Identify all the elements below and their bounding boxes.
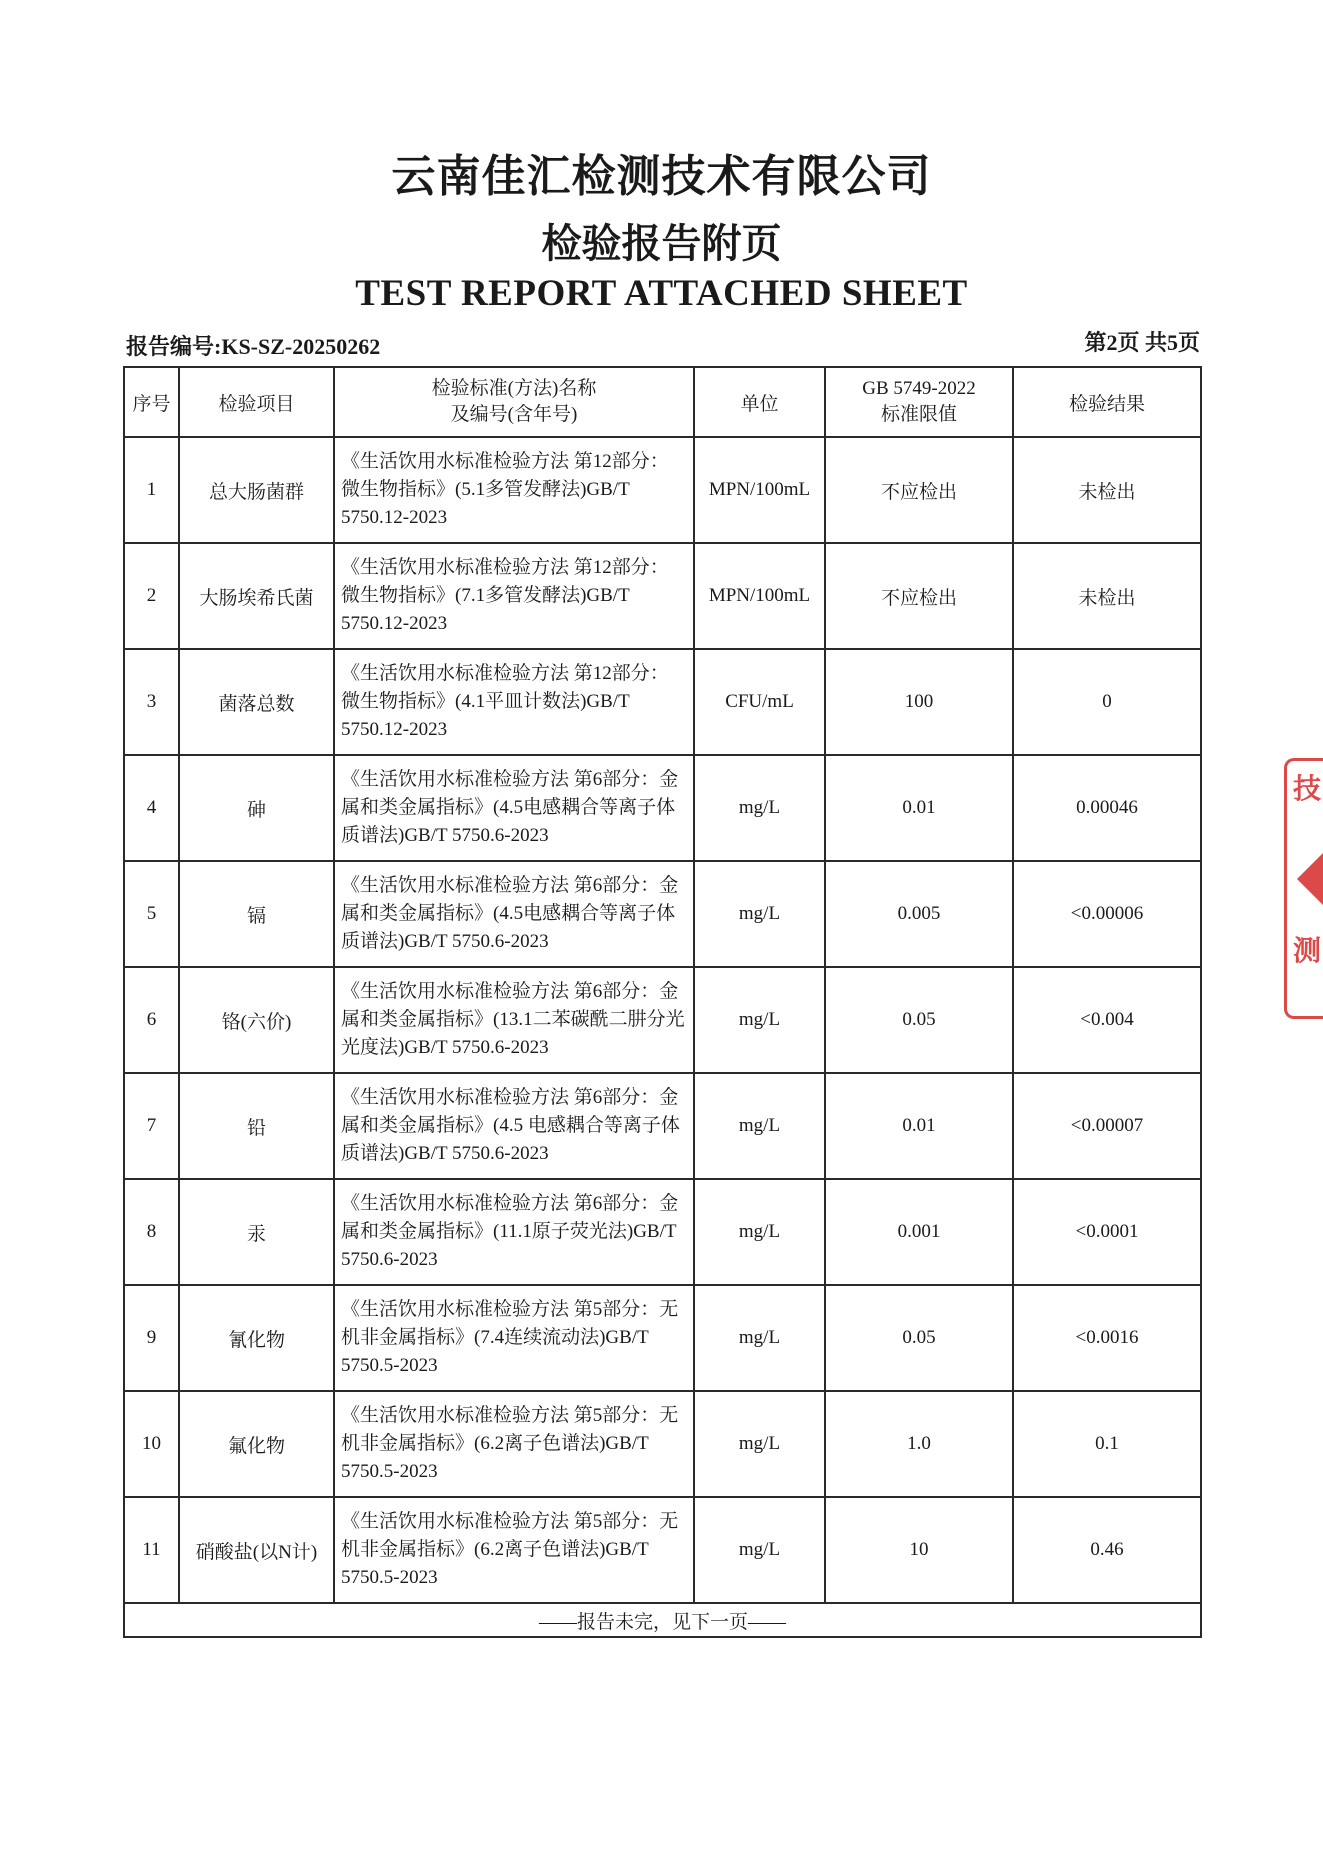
header-limit-line2: 标准限值 [880,404,957,425]
cell-seq: 2 [124,543,179,649]
cell-limit: 不应检出 [825,543,1013,649]
cell-unit: mg/L [694,1391,825,1497]
stamp-star-icon [1297,853,1323,905]
header-method [334,367,694,437]
cell-method: 《生活饮用水标准检验方法 第6部分：金属和类金属指标》(4.5电感耦合等离子体质谱法)GB/T 5750.6-2023 [334,861,694,967]
page-indicator: 第2页 共5页 [1084,330,1200,355]
stamp-char-top: 技 [1293,772,1322,805]
cell-method: 《生活饮用水标准检验方法 第6部分：金属和类金属指标》(13.1二苯碳酰二肼分光光度法)GB/T 5750.6-2023 [334,967,694,1073]
cell-unit: mg/L [694,1497,825,1603]
cell-seq: 7 [124,1073,179,1179]
cell-method: 《生活饮用水标准检验方法 第6部分：金属和类金属指标》(4.5 电感耦合等离子体质谱法)GB/T 5750.6-2023 [334,1073,694,1179]
cell-unit: mg/L [694,1179,825,1285]
cell-item: 硝酸盐(以N计) [179,1497,334,1603]
cell-item: 氟化物 [179,1391,334,1497]
cell-result: <0.0016 [1013,1285,1201,1391]
cell-result: 未检出 [1013,543,1201,649]
header-item: 检验项目 [179,367,334,437]
cell-seq: 1 [124,437,179,543]
cell-item: 总大肠菌群 [179,437,334,543]
table-row [124,649,1201,755]
cell-result: 未检出 [1013,437,1201,543]
table-row [124,755,1201,861]
header-unit: 单位 [694,367,825,437]
cell-unit: mg/L [694,1285,825,1391]
cell-limit: 100 [825,649,1013,755]
cell-limit: 10 [825,1497,1013,1603]
seal-stamp [1284,758,1323,1019]
table-row [124,1285,1201,1391]
cell-item: 镉 [179,861,334,967]
header-result: 检验结果 [1013,367,1201,437]
header-limit [825,367,1013,437]
cell-method: 《生活饮用水标准检验方法 第12部分：微生物指标》(5.1多管发酵法)GB/T 5750.12-2023 [334,437,694,543]
cell-unit: mg/L [694,967,825,1073]
cell-limit: 0.005 [825,861,1013,967]
cell-item: 大肠埃希氏菌 [179,543,334,649]
cell-seq: 10 [124,1391,179,1497]
header-limit-line1: GB 5749-2022 [862,378,976,399]
cell-seq: 9 [124,1285,179,1391]
cell-result: 0.1 [1013,1391,1201,1497]
cell-method: 《生活饮用水标准检验方法 第5部分：无机非金属指标》(7.4连续流动法)GB/T 5750.5-2023 [334,1285,694,1391]
page-title-english: TEST REPORT ATTACHED SHEET [355,273,968,314]
cell-item: 铬(六价) [179,967,334,1073]
table-header-row [124,367,1201,437]
cell-seq: 11 [124,1497,179,1603]
table-row [124,1391,1201,1497]
cell-seq: 4 [124,755,179,861]
cell-result: <0.0001 [1013,1179,1201,1285]
cell-unit: mg/L [694,861,825,967]
stamp-char-bottom: 测 [1293,934,1322,967]
page-title: 检验报告附页 [541,221,782,267]
cell-seq: 8 [124,1179,179,1285]
cell-item: 铅 [179,1073,334,1179]
cell-item: 砷 [179,755,334,861]
cell-result: <0.004 [1013,967,1201,1073]
header-seq: 序号 [124,367,179,437]
table-row [124,861,1201,967]
table-row [124,967,1201,1073]
cell-unit: CFU/mL [694,649,825,755]
report-number: 报告编号:KS-SZ-20250262 [126,334,381,359]
table-row [124,543,1201,649]
cell-limit: 0.001 [825,1179,1013,1285]
cell-seq: 5 [124,861,179,967]
header-method-line2: 及编号(含年号) [450,404,578,425]
cell-limit: 0.05 [825,967,1013,1073]
cell-limit: 0.01 [825,755,1013,861]
cell-item: 汞 [179,1179,334,1285]
company-name: 云南佳汇检测技术有限公司 [391,151,932,202]
cell-limit: 0.01 [825,1073,1013,1179]
cell-method: 《生活饮用水标准检验方法 第12部分：微生物指标》(7.1多管发酵法)GB/T 5750.12-2023 [334,543,694,649]
continuation-note: ——报告未完，见下一页—— [124,1603,1201,1637]
cell-unit: MPN/100mL [694,437,825,543]
cell-result: 0 [1013,649,1201,755]
cell-unit: mg/L [694,755,825,861]
cell-limit: 1.0 [825,1391,1013,1497]
cell-seq: 3 [124,649,179,755]
cell-method: 《生活饮用水标准检验方法 第5部分：无机非金属指标》(6.2离子色谱法)GB/T 5750.5-2023 [334,1497,694,1603]
cell-method: 《生活饮用水标准检验方法 第5部分：无机非金属指标》(6.2离子色谱法)GB/T 5750.5-2023 [334,1391,694,1497]
cell-method: 《生活饮用水标准检验方法 第6部分：金属和类金属指标》(4.5电感耦合等离子体质谱法)GB/T 5750.6-2023 [334,755,694,861]
cell-method: 《生活饮用水标准检验方法 第12部分：微生物指标》(4.1平皿计数法)GB/T 5750.12-2023 [334,649,694,755]
table-footer-row [124,1603,1201,1637]
cell-unit: mg/L [694,1073,825,1179]
cell-result: <0.00006 [1013,861,1201,967]
table-row [124,1179,1201,1285]
header-method-line1: 检验标准(方法)名称 [431,378,597,399]
cell-item: 氰化物 [179,1285,334,1391]
cell-seq: 6 [124,967,179,1073]
table-row [124,1073,1201,1179]
cell-limit: 0.05 [825,1285,1013,1391]
cell-unit: MPN/100mL [694,543,825,649]
cell-limit: 不应检出 [825,437,1013,543]
results-table [123,366,1202,1638]
cell-item: 菌落总数 [179,649,334,755]
cell-result: 0.00046 [1013,755,1201,861]
cell-result: <0.00007 [1013,1073,1201,1179]
cell-result: 0.46 [1013,1497,1201,1603]
table-row [124,437,1201,543]
cell-method: 《生活饮用水标准检验方法 第6部分：金属和类金属指标》(11.1原子荧光法)GB/T 5750.6-2023 [334,1179,694,1285]
table-row [124,1497,1201,1603]
